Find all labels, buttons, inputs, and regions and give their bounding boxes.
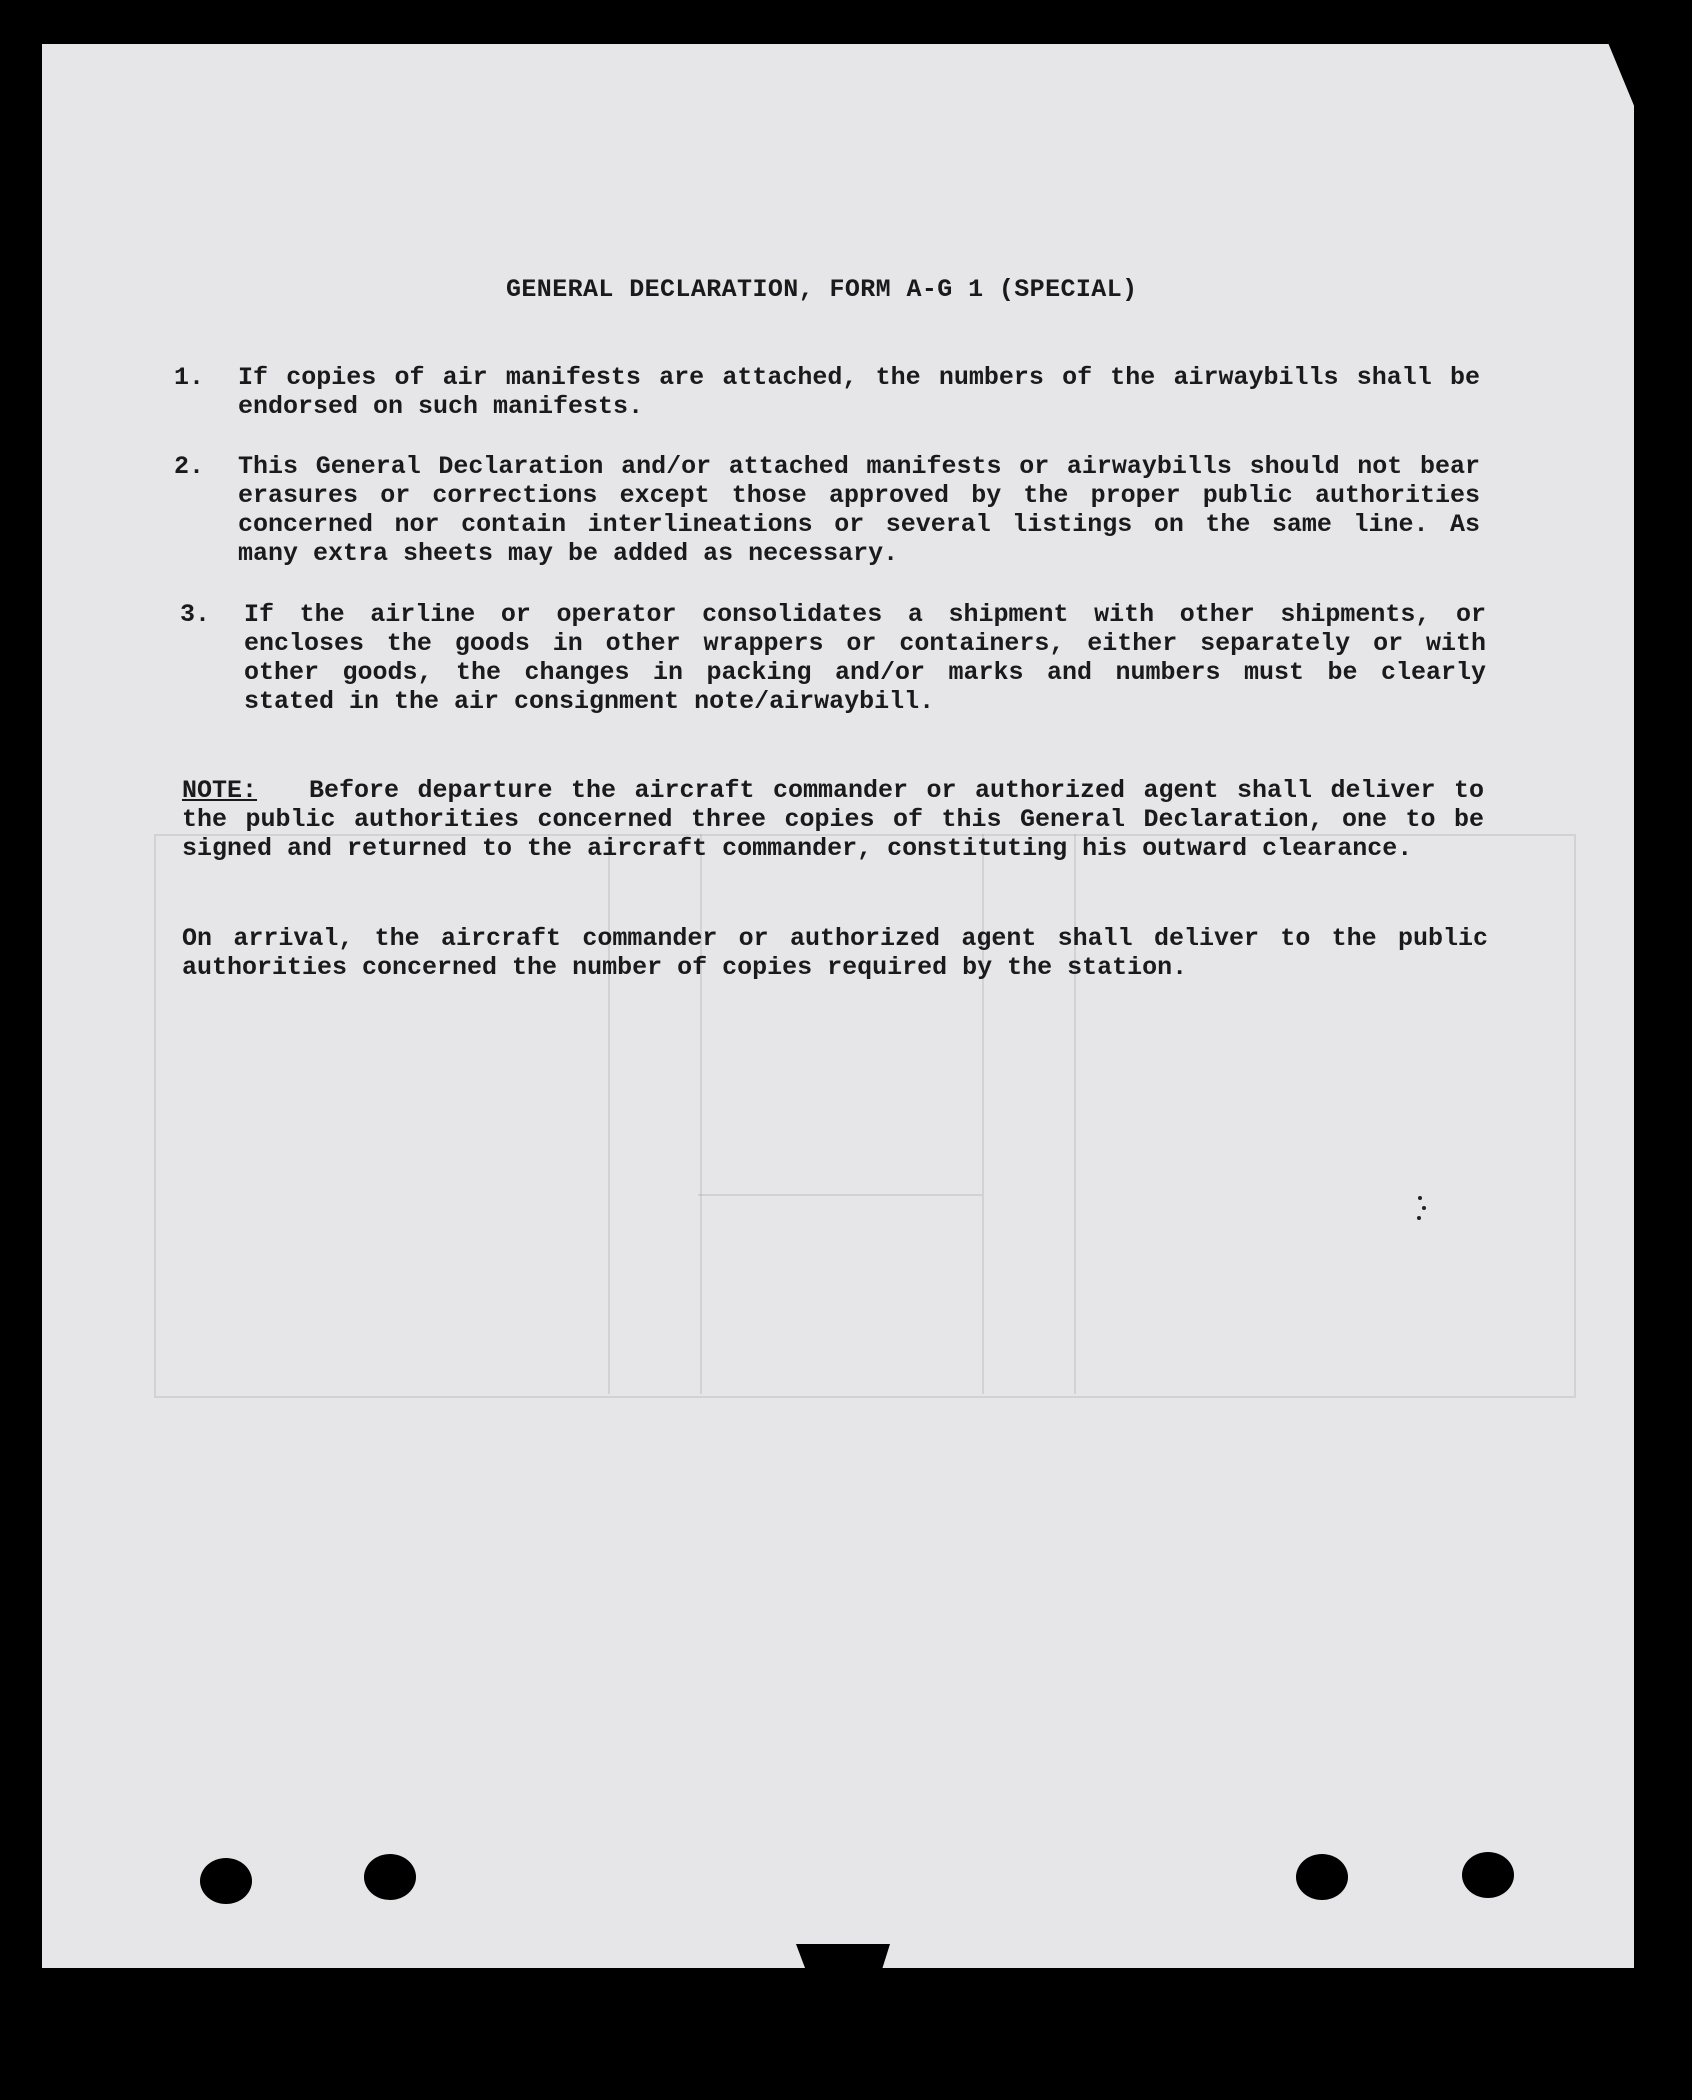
bleed-through-row (698, 1194, 982, 1197)
bleed-through-column (982, 834, 1076, 1394)
item-text: If copies of air manifests are attached, the numbers of the airwaybills shall be endorsed on such manifests. (238, 363, 1480, 421)
item-number: 3. (180, 600, 211, 629)
instruction-item-1 (174, 363, 1480, 421)
note-text: Before departure the aircraft commander or authorized agent shall deliver to the public authorities concerned three copies of this General Declaration, one to be signed and returned to the aircraft commander, constituting his outward clearance. (182, 776, 1484, 863)
scan-specks (1414, 1196, 1426, 1226)
item-number: 1. (174, 363, 205, 392)
bleed-through-column (608, 834, 702, 1394)
note-label: NOTE: (182, 776, 258, 805)
item-text: If the airline or operator consolidates a shipment with other shipments, or encloses the goods in other wrappers or containers, either separately or with other goods, the changes in packing and/or marks and numbers must be clearly stated in the air consignment note/airwaybill. (244, 600, 1486, 716)
punch-hole-right-2 (1462, 1852, 1514, 1898)
document-page (42, 44, 1634, 1968)
instruction-item-3 (180, 600, 1486, 716)
form-title: GENERAL DECLARATION, FORM A-G 1 (SPECIAL) (506, 275, 1138, 304)
punch-hole-left-1 (200, 1858, 252, 1904)
binding-tab-mark (796, 1944, 890, 1974)
arrival-paragraph: On arrival, the aircraft commander or authorized agent shall deliver to the public authorities concerned the number of copies required by the station. (182, 924, 1488, 982)
item-text: This General Declaration and/or attached manifests or airwaybills should not bear erasures or corrections except those approved by the proper public authorities concerned nor contain interlineations or several listings on the same line. As many extra sheets may be added as necessary. (238, 452, 1480, 568)
bleed-through-table (154, 834, 1576, 1398)
item-number: 2. (174, 452, 205, 481)
punch-hole-right-1 (1296, 1854, 1348, 1900)
instruction-item-2 (174, 452, 1480, 568)
punch-hole-left-2 (364, 1854, 416, 1900)
note-paragraph (182, 776, 1484, 863)
